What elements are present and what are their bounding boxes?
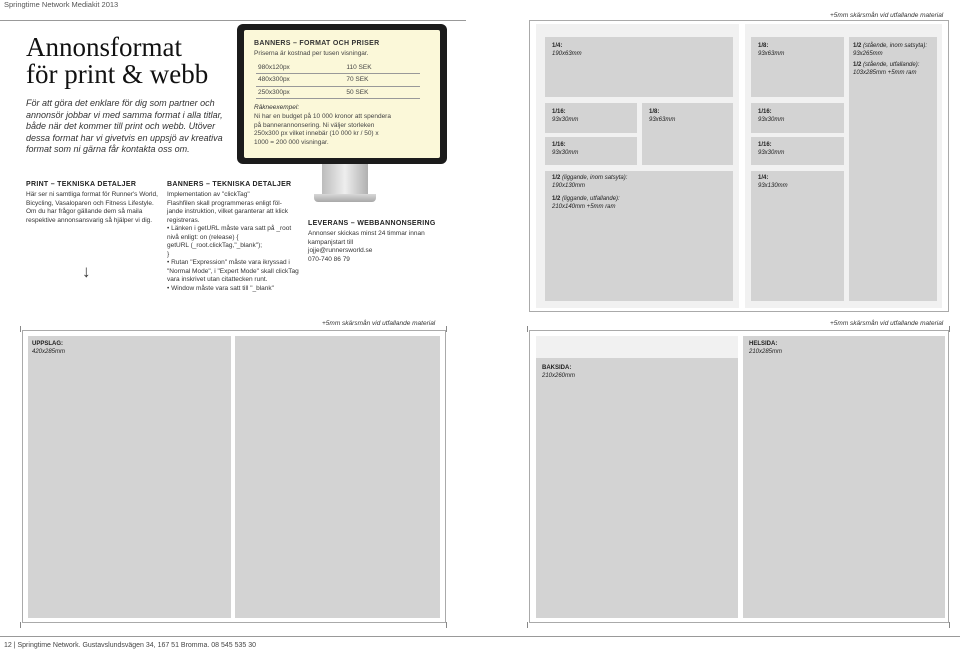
label-eighth-2: 1/8: 93x63mm bbox=[649, 109, 676, 123]
label-half-standing: 1/2 (stående, inom satsyta): 93x265mm 1/2 (stående, utfallande): 103x285mm +5mm ram bbox=[853, 43, 928, 76]
crop-mark bbox=[446, 622, 447, 628]
table-row: 480x300px 70 SEK bbox=[256, 74, 420, 87]
delivery-heading: LEVERANS – WEBBANNONSERING bbox=[308, 220, 436, 227]
crop-mark bbox=[949, 326, 950, 332]
label-spread: UPPSLAG: 420x285mm bbox=[32, 341, 66, 355]
label-sixteenth-2: 1/16: 93x30mm bbox=[552, 142, 579, 156]
example-body: Ni har en budget på 10 000 kronor att spendera på bannerannonsering. Ni väljer storleken 250x300 px vilket innebär (10 000 kr / 50) x 1000 = 200 000 visningar. bbox=[254, 113, 391, 146]
crop-mark bbox=[20, 622, 21, 628]
format-back bbox=[536, 358, 738, 618]
tech-body: Implementation av "clickTag" Flashfilen skall programmeras enligt föl- jande instruktion, vilket garanterar att klick registreras. • Länken i getURL måste vara satt på _root nivå enligt: on (release) { getURL (_root.clickTag,"_blank"); } • Rutan "Expression" måste vara ikryssad i "Normal Mode", i "Expert Mode" skall clickTag vara inskrivet utan citattecken runt. • Window måste vara satt till "_blank" bbox=[167, 191, 299, 292]
label-quarter-93: 1/4: 93x130mm bbox=[758, 175, 788, 189]
footer-rule bbox=[0, 636, 960, 637]
bleed-note-left: +5mm skärsmån vid utfallande material bbox=[322, 320, 436, 327]
page-header: Springtime Network Mediakit 2013 bbox=[4, 0, 119, 9]
header-rule bbox=[0, 20, 466, 21]
label-half-lying: 1/2 (liggande, inom satsyta): 190x130mm 1/2 (liggande, utfallande): 210x140mm +5mm ram bbox=[552, 175, 628, 210]
bleed-note-top: +5mm skärsmån vid utfallande material bbox=[830, 12, 944, 19]
label-eighth-1: 1/8: 93x63mm bbox=[758, 43, 785, 57]
table-row: 980x120px 110 SEK bbox=[256, 61, 420, 74]
intro-text: För att göra det enklare för dig som partner och annonsör jobbar vi med samma format i alla titlar, både när det kommer till print och webb. Utöver dessa format har vi givetvis en uppsjö av kreativa format som ni gärna får kontakta oss om. bbox=[26, 98, 223, 155]
example-heading: Räkneexempel: bbox=[254, 104, 300, 111]
label-quarter-190: 1/4: 190x63mm bbox=[552, 43, 582, 57]
label-sixteenth-4: 1/16: 93x30mm bbox=[758, 142, 785, 156]
monitor-stand bbox=[322, 164, 368, 196]
delivery-body: Annonser skickas minst 24 timmar innan kampanjstart till jojje@runnersworld.se 070-740 86 79 bbox=[308, 230, 425, 263]
print-body: Här ser ni samtliga format för Runner's World, Bicycling, Vasaloparen och Fitness Lifestyle. Om du har frågor gällande dem så maila respektive annonsansvarig så hjälper vi dig. bbox=[26, 191, 158, 224]
label-full: HELSIDA: 210x285mm bbox=[749, 341, 783, 355]
crop-mark bbox=[20, 326, 21, 332]
format-quarter-93 bbox=[751, 171, 844, 301]
banners-heading: BANNERS – FORMAT OCH PRISER bbox=[254, 40, 380, 47]
banners-subtitle: Priserna är kostnad per tusen visningar. bbox=[254, 50, 369, 57]
label-sixteenth-1: 1/16: 93x30mm bbox=[552, 109, 579, 123]
arrow-down-icon: ↓ bbox=[82, 262, 91, 281]
monitor-base bbox=[314, 194, 376, 202]
table-row: 250x300px 50 SEK bbox=[256, 86, 420, 99]
format-full bbox=[743, 336, 945, 618]
crop-mark bbox=[949, 622, 950, 628]
bleed-note-right: +5mm skärsmån vid utfallande material bbox=[830, 320, 944, 327]
page-footer: 12 | Springtime Network. Gustavslundsvägen 34, 167 51 Bromma. 08 545 535 30 bbox=[4, 642, 257, 649]
label-back: BAKSIDA: 210x260mm bbox=[542, 365, 576, 379]
label-sixteenth-3: 1/16: 93x30mm bbox=[758, 109, 785, 123]
tech-heading: BANNERS – TEKNISKA DETALJER bbox=[167, 181, 292, 188]
format-spread-right-page bbox=[235, 336, 440, 618]
price-table bbox=[256, 61, 420, 99]
crop-mark bbox=[527, 622, 528, 628]
crop-mark bbox=[527, 326, 528, 332]
print-heading: PRINT – TEKNISKA DETALJER bbox=[26, 181, 137, 188]
format-spread-left-page bbox=[28, 336, 231, 618]
page-title: Annonsformat för print & webb bbox=[26, 32, 209, 89]
crop-mark bbox=[446, 326, 447, 332]
